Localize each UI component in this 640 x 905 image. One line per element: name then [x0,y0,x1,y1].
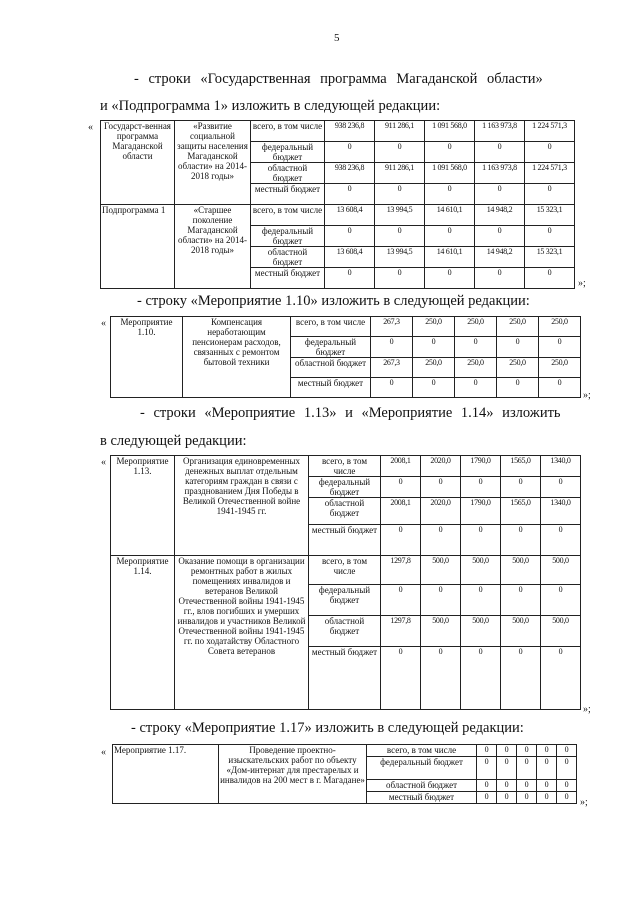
paragraph-m113-m114-line2: в следующей редакции: [100,433,247,449]
paragraph-programs-line1: - строки «Государственная программа Магаданской области» [134,71,543,87]
value-cell: 250,0 [413,358,455,378]
value-cell: 0 [477,757,497,780]
value-cell: 0 [501,647,541,710]
label-regional: областной бюджет [309,498,381,525]
value-cell: 0 [501,585,541,616]
value-cell: 2008,1 [381,498,421,525]
m114-title: Оказание помощи в организации ремонтных работ в жилых помещениях инвалидов и ветеранов Великой Отечественной войны 1941-1945 гг., влов погибших и умерших инвалидов и участников Великой Отечественной войны 1941-1945 гг. по ходатайству Областного Совета ветеранов [175,556,309,710]
m117-title: Проведение проектно-изыскательских работ по объекту «Дом-интернат для престарелых и инвалидов на 200 мест в г. Магадане» [219,745,367,804]
value-cell: 0 [421,477,461,498]
value-cell: 0 [477,745,497,757]
value-cell: 500,0 [421,616,461,647]
label-regional: областной бюджет [251,247,325,268]
value-cell: 0 [425,226,475,247]
value-cell: 250,0 [455,317,497,337]
value-cell: 267,3 [371,358,413,378]
value-cell: 0 [497,378,539,398]
value-cell: 267,3 [371,317,413,337]
page-number: 5 [334,32,340,44]
value-cell: 0 [497,792,517,804]
value-cell: 14 948,2 [475,205,525,226]
value-cell: 0 [455,378,497,398]
value-cell: 0 [455,337,497,358]
label-total: всего, в том числе [251,205,325,226]
value-cell: 1790,0 [461,498,501,525]
value-cell: 0 [413,378,455,398]
value-cell: 0 [517,780,537,792]
label-regional: областной бюджет [291,358,371,378]
value-cell: 13 608,4 [325,247,375,268]
value-cell: 0 [501,525,541,556]
m114-name: Мероприятие 1.14. [111,556,175,710]
value-cell: 1340,0 [541,498,581,525]
m113-name: Мероприятие 1.13. [111,456,175,556]
value-cell: 0 [461,585,501,616]
label-federal: федеральный бюджет [251,142,325,163]
table-m113-m114 [110,455,581,710]
quote-close-mark: »; [578,278,586,289]
quote-close-mark: »; [580,797,588,808]
value-cell: 15 323,1 [525,205,575,226]
value-cell: 500,0 [541,616,581,647]
table-m110 [110,316,581,398]
value-cell: 0 [475,184,525,205]
value-cell: 0 [525,184,575,205]
m117-name: Мероприятие 1.17. [113,745,219,804]
value-cell: 500,0 [461,616,501,647]
label-federal: федеральный бюджет [367,757,477,780]
value-cell: 0 [425,268,475,289]
value-cell: 0 [541,647,581,710]
label-regional: областной бюджет [251,163,325,184]
value-cell: 0 [325,142,375,163]
value-cell: 1 163 973,8 [475,163,525,184]
value-cell: 13 994,5 [375,205,425,226]
value-cell: 938 236,8 [325,163,375,184]
label-federal: федеральный бюджет [251,226,325,247]
quote-open-mark: « [101,747,106,758]
value-cell: 0 [375,268,425,289]
value-cell: 500,0 [421,556,461,585]
value-cell: 14 948,2 [475,247,525,268]
value-cell: 0 [475,268,525,289]
value-cell: 1297,8 [381,556,421,585]
program-name: Государст-венная программа Магаданской области [101,121,175,205]
label-total: всего, в том числе [367,745,477,757]
value-cell: 911 286,1 [375,121,425,142]
value-cell: 13 608,4 [325,205,375,226]
label-local: местный бюджет [251,268,325,289]
value-cell: 0 [539,337,581,358]
value-cell: 0 [537,780,557,792]
value-cell: 0 [497,780,517,792]
value-cell: 0 [541,585,581,616]
value-cell: 1 091 568,0 [425,163,475,184]
value-cell: 0 [413,337,455,358]
label-federal: федеральный бюджет [309,477,381,498]
value-cell: 1 224 571,3 [525,121,575,142]
quote-open-mark: « [88,122,93,133]
value-cell: 0 [475,226,525,247]
paragraph-m110: - строку «Мероприятие 1.10» изложить в следующей редакции: [137,293,530,309]
value-cell: 0 [461,525,501,556]
subprogram-name: Подпрограмма 1 [101,205,175,289]
value-cell: 0 [557,792,577,804]
label-federal: федеральный бюджет [309,585,381,616]
value-cell: 1565,0 [501,498,541,525]
value-cell: 938 236,8 [325,121,375,142]
value-cell: 0 [525,268,575,289]
value-cell: 0 [381,585,421,616]
value-cell: 1790,0 [461,456,501,477]
label-total: всего, в том числе [291,317,371,337]
value-cell: 0 [501,477,541,498]
value-cell: 0 [541,477,581,498]
label-local: местный бюджет [309,647,381,710]
label-regional: областной бюджет [367,780,477,792]
quote-open-mark: « [101,457,106,468]
quote-open-mark: « [101,318,106,329]
value-cell: 0 [325,268,375,289]
value-cell: 0 [537,745,557,757]
value-cell: 500,0 [461,556,501,585]
value-cell: 0 [375,142,425,163]
value-cell: 911 286,1 [375,163,425,184]
value-cell: 0 [541,525,581,556]
value-cell: 2020,0 [421,498,461,525]
value-cell: 14 610,1 [425,205,475,226]
value-cell: 0 [381,647,421,710]
value-cell: 0 [537,757,557,780]
value-cell: 500,0 [541,556,581,585]
paragraph-m113-m114-line1: - строки «Мероприятие 1.13» и «Мероприятие 1.14» изложить [140,405,561,421]
value-cell: 500,0 [501,616,541,647]
value-cell: 0 [497,337,539,358]
label-regional: областной бюджет [309,616,381,647]
value-cell: 0 [325,226,375,247]
value-cell: 0 [497,745,517,757]
value-cell: 0 [517,792,537,804]
value-cell: 0 [421,647,461,710]
paragraph-m117: - строку «Мероприятие 1.17» изложить в следующей редакции: [131,720,524,736]
paragraph-programs-line2: и «Подпрограмма 1» изложить в следующей редакции: [100,98,441,114]
value-cell: 250,0 [413,317,455,337]
quote-close-mark: »; [583,704,591,715]
value-cell: 1 163 973,8 [475,121,525,142]
value-cell: 1340,0 [541,456,581,477]
label-local: местный бюджет [291,378,371,398]
value-cell: 1565,0 [501,456,541,477]
value-cell: 0 [517,745,537,757]
value-cell: 0 [375,226,425,247]
value-cell: 0 [537,792,557,804]
value-cell: 2020,0 [421,456,461,477]
value-cell: 0 [477,792,497,804]
label-local: местный бюджет [367,792,477,804]
value-cell: 0 [325,184,375,205]
value-cell: 0 [371,337,413,358]
value-cell: 1 091 568,0 [425,121,475,142]
value-cell: 0 [421,585,461,616]
value-cell: 14 610,1 [425,247,475,268]
value-cell: 0 [425,184,475,205]
label-total: всего, в том числе [251,121,325,142]
value-cell: 2008,1 [381,456,421,477]
value-cell: 0 [421,525,461,556]
value-cell: 0 [461,647,501,710]
value-cell: 0 [539,378,581,398]
value-cell: 250,0 [455,358,497,378]
label-federal: федеральный бюджет [291,337,371,358]
value-cell: 0 [381,477,421,498]
value-cell: 0 [557,757,577,780]
label-total: всего, в том числе [309,556,381,585]
value-cell: 0 [525,226,575,247]
value-cell: 0 [497,757,517,780]
table-program [100,120,575,289]
label-total: всего, в том числе [309,456,381,477]
value-cell: 0 [557,780,577,792]
value-cell: 500,0 [501,556,541,585]
value-cell: 0 [461,477,501,498]
quote-close-mark: »; [583,390,591,401]
m110-name: Мероприятие 1.10. [111,317,183,398]
m110-title: Компенсация неработающим пенсионерам расходов, связанных с ремонтом бытовой техники [183,317,291,398]
value-cell: 0 [475,142,525,163]
subprogram-title: «Старшее поколение Магаданской области» на 2014-2018 годы» [175,205,251,289]
value-cell: 1297,8 [381,616,421,647]
label-local: местный бюджет [251,184,325,205]
value-cell: 0 [381,525,421,556]
m113-title: Организация единовременных денежных выплат отдельным категориям граждан в связи с празднованием Дня Победы в Великой Отечественной войне 1941-1945 гг. [175,456,309,556]
value-cell: 0 [557,745,577,757]
value-cell: 250,0 [497,317,539,337]
value-cell: 250,0 [539,358,581,378]
value-cell: 0 [525,142,575,163]
value-cell: 0 [425,142,475,163]
table-m117 [112,744,577,804]
value-cell: 15 323,1 [525,247,575,268]
program-title: «Развитие социальной защиты населения Магаданской области» на 2014-2018 годы» [175,121,251,205]
value-cell: 250,0 [497,358,539,378]
value-cell: 0 [375,184,425,205]
value-cell: 250,0 [539,317,581,337]
value-cell: 1 224 571,3 [525,163,575,184]
value-cell: 0 [517,757,537,780]
value-cell: 0 [477,780,497,792]
value-cell: 13 994,5 [375,247,425,268]
value-cell: 0 [371,378,413,398]
label-local: местный бюджет [309,525,381,556]
